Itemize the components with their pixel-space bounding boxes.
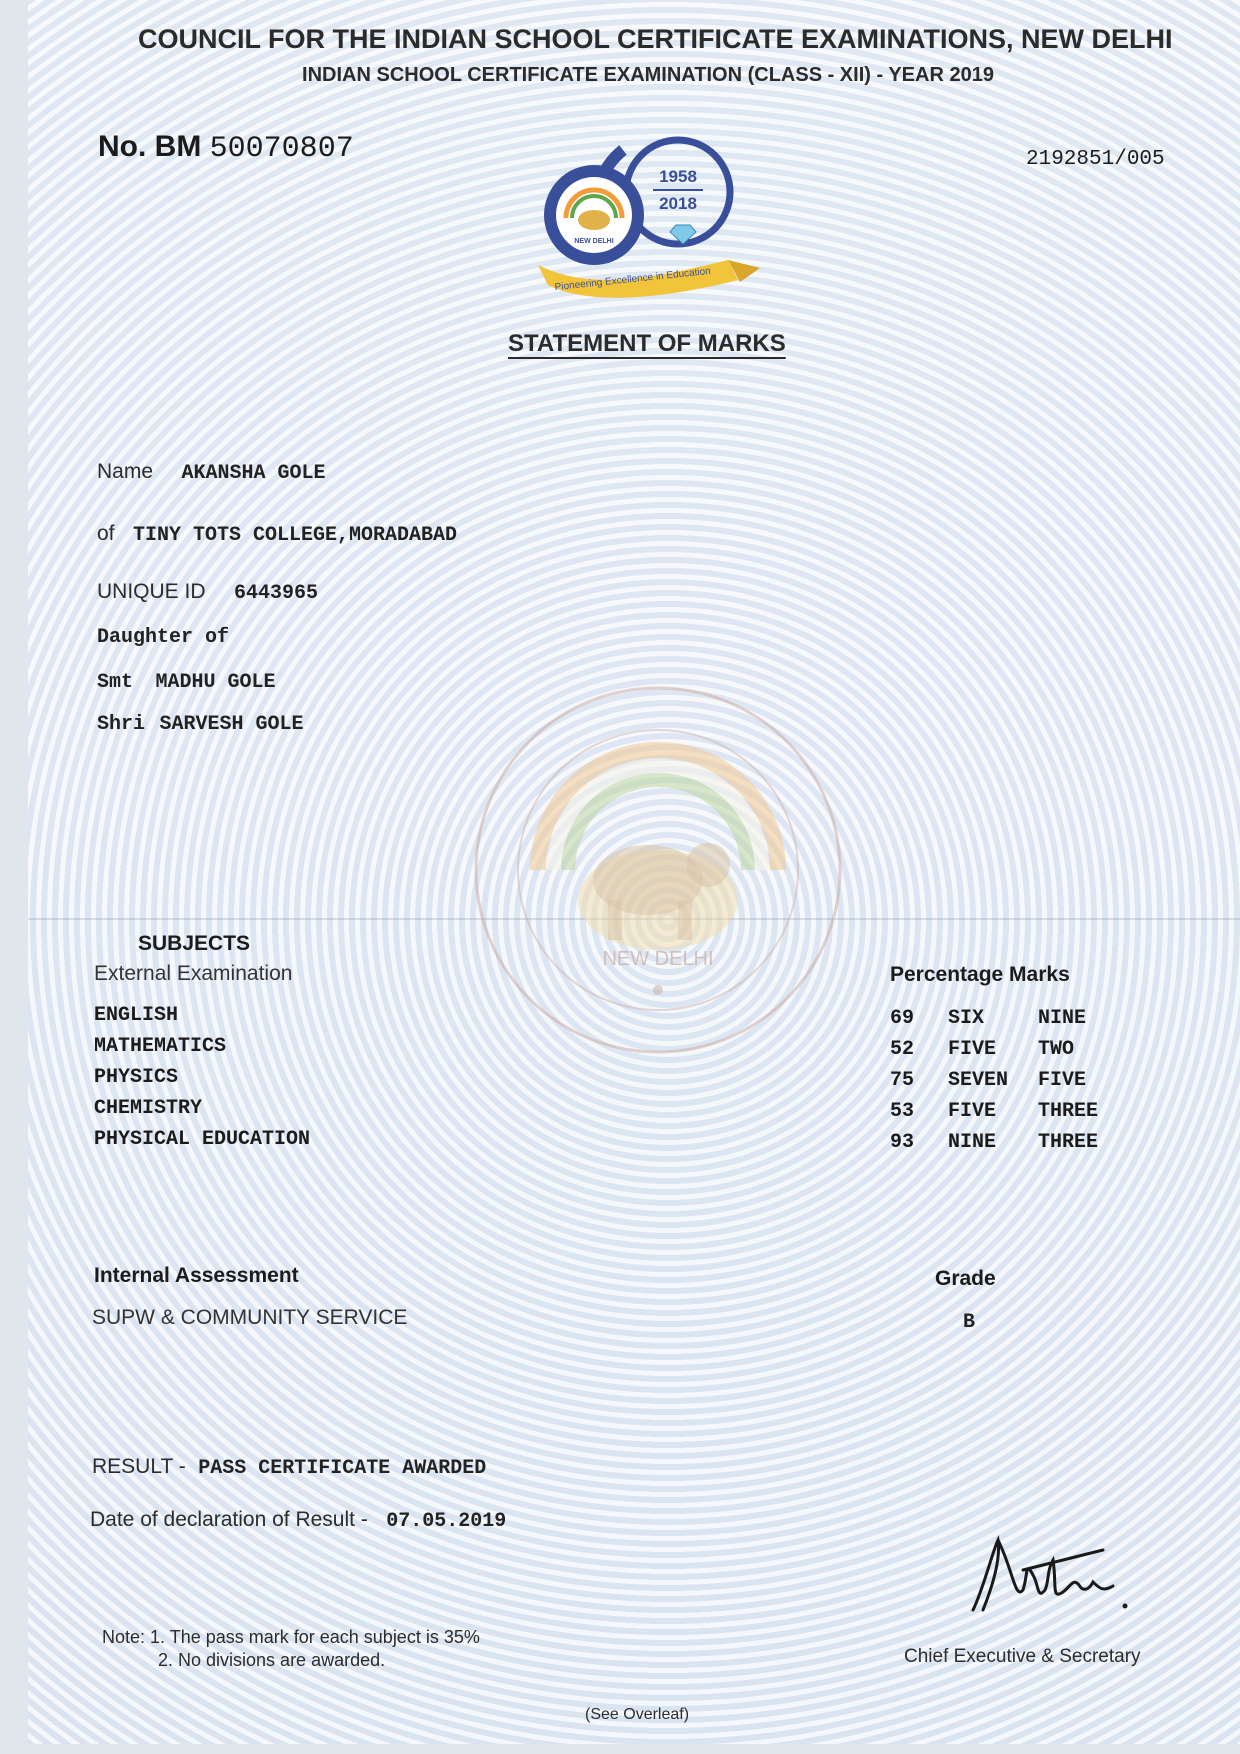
marks-word-2: FIVE [1038,1069,1087,1092]
subject-physical-education: PHYSICAL EDUCATION [94,1128,311,1151]
result-label: RESULT - [92,1455,186,1478]
council-title: COUNCIL FOR THE INDIAN SCHOOL CERTIFICATE EXAMINATIONS, NEW DELHI [138,24,1173,54]
father-name: SARVESH GOLE [159,713,304,736]
document-title: STATEMENT OF MARKS [508,330,786,357]
marks-value: 52 [890,1038,915,1061]
candidate-name-row [97,460,326,485]
school-label: of [97,522,115,545]
council-seal-watermark [468,680,848,1060]
marks-physical-education [890,1131,1099,1154]
marks-word-2: THREE [1038,1100,1099,1123]
logo-city-text: NEW DELHI [574,238,614,245]
reference-code: 2192851/005 [1026,148,1165,171]
exam-title: INDIAN SCHOOL CERTIFICATE EXAMINATION (CLASS - XII) - YEAR 2019 [302,64,994,86]
declaration-date: 07.05.2019 [386,1510,507,1533]
unique-id-label: UNIQUE ID [97,580,206,603]
certificate-number-value: 50070807 [209,132,354,166]
mother-row [97,671,276,694]
logo-ribbon-text: Pioneering Excellence in Education [554,265,712,294]
signature-image [953,1530,1153,1620]
father-row [97,713,304,736]
declaration-date-label: Date of declaration of Result - [90,1508,368,1531]
result-value: PASS CERTIFICATE AWARDED [198,1457,487,1480]
seal-city-text: NEW DELHI [602,948,714,970]
internal-assessment-heading: Internal Assessment [94,1264,299,1287]
candidate-name: AKANSHA GOLE [181,462,326,485]
subject-physics: PHYSICS [94,1066,179,1089]
subjects-heading: SUBJECTS [138,932,251,955]
mother-name: MADHU GOLE [155,671,276,694]
marks-word-1: SEVEN [948,1069,1009,1092]
father-label: Shri [97,713,146,736]
candidate-school-row [97,522,457,547]
marks-value: 93 [890,1131,915,1154]
marks-word-2: NINE [1038,1007,1087,1030]
result-row [92,1455,486,1480]
grade-heading: Grade [935,1267,996,1290]
marks-english [890,1007,1087,1030]
certificate-prefix: No. BM [98,130,202,163]
marks-word-1: SIX [948,1007,985,1030]
subject-chemistry: CHEMISTRY [94,1097,203,1120]
subject-english: ENGLISH [94,1004,179,1027]
marks-physics [890,1069,1087,1092]
marks-word-1: FIVE [948,1038,997,1061]
internal-subject: SUPW & COMMUNITY SERVICE [92,1306,408,1329]
note-line-2: 2. No divisions are awarded. [158,1650,386,1670]
marks-statement-page [28,0,1240,1744]
sixty-years-logo [528,130,798,310]
unique-id-row [97,580,318,605]
marks-value: 69 [890,1007,915,1030]
name-label: Name [97,460,154,483]
external-exam-heading: External Examination [94,962,293,985]
candidate-school: TINY TOTS COLLEGE,MORADABAD [132,524,458,547]
marks-chemistry [890,1100,1099,1123]
marks-word-1: FIVE [948,1100,997,1123]
marks-word-1: NINE [948,1131,997,1154]
percentage-marks-heading: Percentage Marks [890,963,1070,986]
note-line-1: Note: 1. The pass mark for each subject is 35% [102,1627,480,1647]
subject-mathematics: MATHEMATICS [94,1035,227,1058]
certificate-number [98,130,354,166]
marks-word-2: THREE [1038,1131,1099,1154]
signatory-title: Chief Executive & Secretary [904,1646,1141,1667]
logo-year-end: 2018 [659,194,697,213]
marks-mathematics [890,1038,1075,1061]
unique-id-value: 6443965 [233,582,318,605]
internal-grade: B [963,1311,976,1334]
relation-label: Daughter of [97,626,230,649]
see-overleaf-note: (See Overleaf) [585,1706,690,1723]
logo-year-start: 1958 [659,167,697,186]
mother-label: Smt [97,671,134,694]
marks-word-2: TWO [1038,1038,1075,1061]
marks-value: 75 [890,1069,915,1092]
declaration-date-row [90,1508,506,1533]
marks-value: 53 [890,1100,915,1123]
